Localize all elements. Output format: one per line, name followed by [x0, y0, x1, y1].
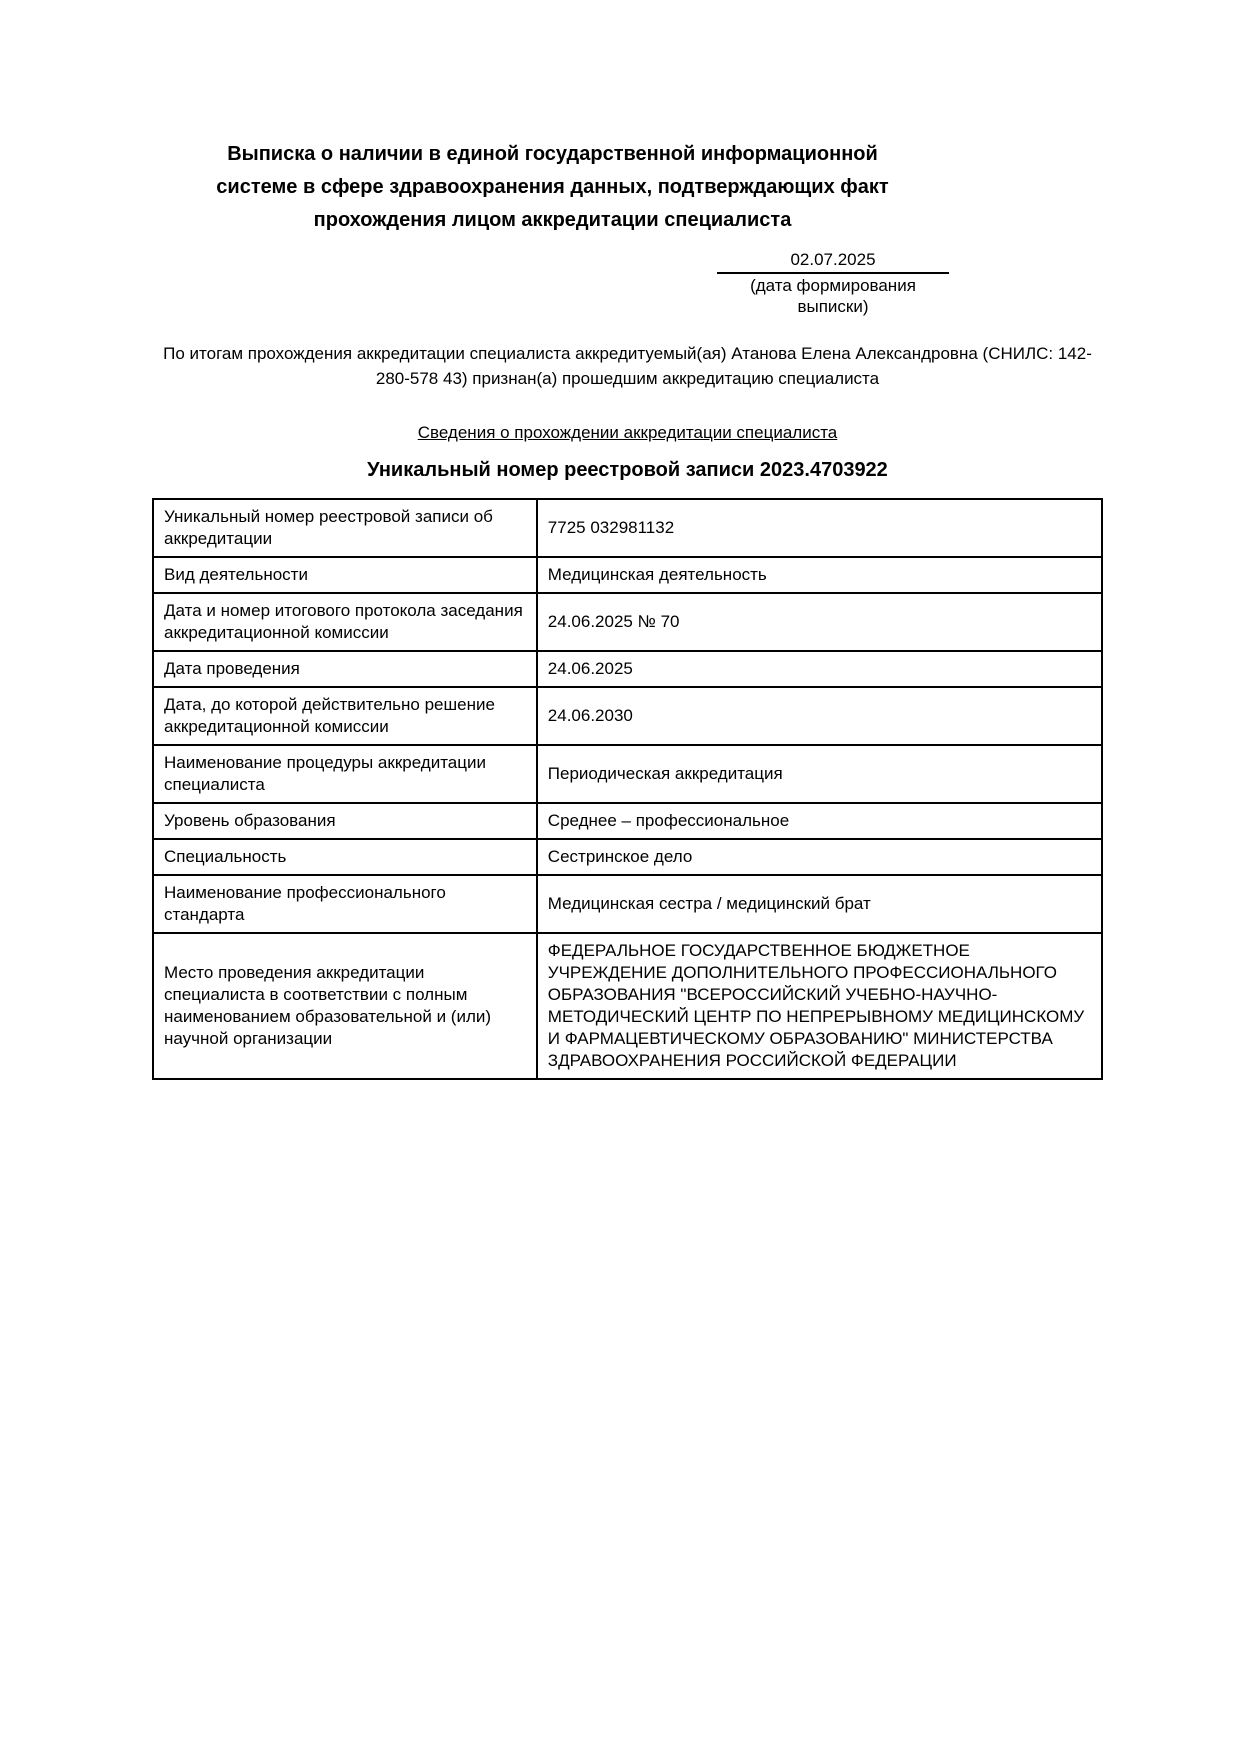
title-line-1: Выписка о наличии в единой государственной информационной — [227, 143, 878, 165]
table-row — [153, 499, 1102, 557]
row-value-cell: Сестринское дело — [537, 839, 1102, 875]
formation-date: 02.07.2025 — [717, 249, 949, 274]
table-row — [153, 593, 1102, 651]
row-label-cell: Уникальный номер реестровой записи об аккредитации — [153, 499, 537, 557]
row-value-cell: 24.06.2025 — [537, 651, 1102, 687]
row-value-cell: 7725 032981132 — [537, 499, 1102, 557]
row-value-cell: 24.06.2030 — [537, 687, 1102, 745]
row-label-cell: Уровень образования — [153, 803, 537, 839]
row-value-cell: Медицинская сестра / медицинский брат — [537, 875, 1102, 933]
formation-date-caption: (дата формирования выписки) — [750, 276, 916, 316]
row-label-cell: Вид деятельности — [153, 557, 537, 593]
row-value-cell: Периодическая аккредитация — [537, 745, 1102, 803]
table-row — [153, 745, 1102, 803]
row-value-cell: Среднее – профессиональное — [537, 803, 1102, 839]
row-value-cell: 24.06.2025 № 70 — [537, 593, 1102, 651]
title-line-2: системе в сфере здравоохранения данных, подтверждающих факт — [216, 176, 889, 198]
table-row — [153, 687, 1102, 745]
title-line-3: прохождения лицом аккредитации специалиста — [313, 209, 792, 231]
row-label-cell: Место проведения аккредитации специалиста в соответствии с полным наименованием образовательной и (или) научной организации — [153, 933, 537, 1079]
table-row — [153, 803, 1102, 839]
row-value-cell: ФЕДЕРАЛЬНОЕ ГОСУДАРСТВЕННОЕ БЮДЖЕТНОЕ УЧРЕЖДЕНИЕ ДОПОЛНИТЕЛЬНОГО ПРОФЕССИОНАЛЬНОГО ОБРАЗОВАНИЯ "ВСЕРОССИЙСКИЙ УЧЕБНО-НАУЧНО-МЕТОДИЧЕСКИЙ ЦЕНТР ПО НЕПРЕРЫВНОМУ МЕДИЦИНСКОМУ И ФАРМАЦЕВТИЧЕСКОМУ ОБРАЗОВАНИЮ" МИНИСТЕРСТВА ЗДРАВООХРАНЕНИЯ РОССИЙСКОЙ ФЕДЕРАЦИИ — [537, 933, 1102, 1079]
table-row — [153, 651, 1102, 687]
row-value-cell: Медицинская деятельность — [537, 557, 1102, 593]
table-row — [153, 557, 1102, 593]
row-label-cell: Дата проведения — [153, 651, 537, 687]
accreditation-table-body — [153, 499, 1102, 1079]
intro-paragraph: По итогам прохождения аккредитации специалиста аккредитуемый(ая) Атанова Елена Александровна (СНИЛС: 142-280-578 43) признан(а) прошедшим аккредитацию специалиста — [163, 344, 1092, 388]
row-label-cell: Дата и номер итогового протокола заседания аккредитационной комиссии — [153, 593, 537, 651]
row-label-cell: Наименование профессионального стандарта — [153, 875, 537, 933]
table-row — [153, 839, 1102, 875]
row-label-cell: Наименование процедуры аккредитации специалиста — [153, 745, 537, 803]
section-heading: Сведения о прохождении аккредитации специалиста — [417, 423, 838, 442]
document-title — [152, 138, 1103, 237]
document-content — [0, 138, 1240, 1080]
row-label-cell: Специальность — [153, 839, 537, 875]
row-label-cell: Дата, до которой действительно решение аккредитационной комиссии — [153, 687, 537, 745]
record-heading: Уникальный номер реестровой записи 2023.4703922 — [367, 459, 888, 481]
table-row — [153, 875, 1102, 933]
accreditation-table — [152, 498, 1103, 1080]
table-row — [153, 933, 1102, 1079]
date-block — [717, 249, 949, 317]
